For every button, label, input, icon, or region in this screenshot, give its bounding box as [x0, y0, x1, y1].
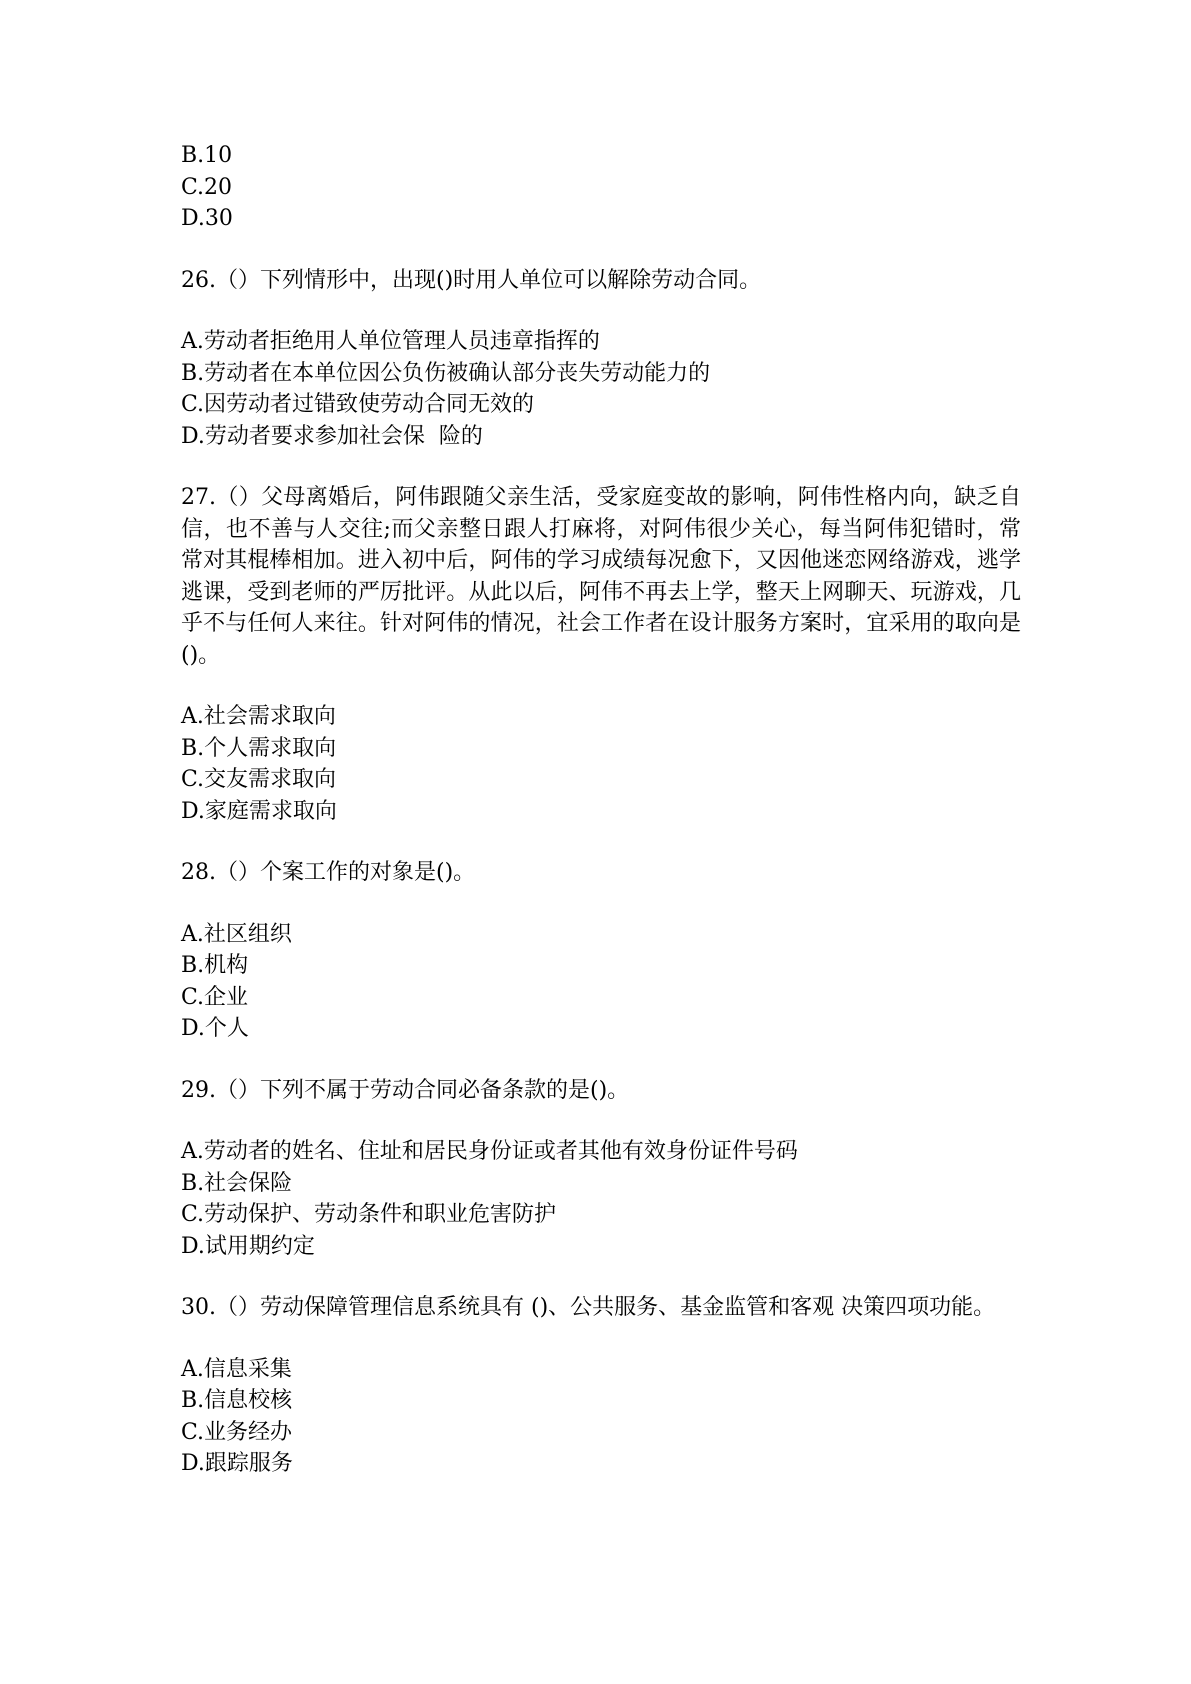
- option-item: D.家庭需求取向: [181, 798, 337, 824]
- option-item: C.因劳动者过错致使劳动合同无效的: [181, 392, 535, 417]
- option-item: A.劳动者的姓名、住址和居民身份证或者其他有效身份证件号码: [181, 1139, 798, 1164]
- question-29: [181, 1075, 1021, 1263]
- option-item: D.30: [181, 206, 233, 231]
- option-item: A.信息采集: [181, 1356, 292, 1382]
- option-item: B.机构: [181, 953, 249, 978]
- option-item: B.个人需求取向: [181, 735, 337, 761]
- option-item: C.企业: [181, 984, 249, 1010]
- option-item: A.社会需求取向: [181, 704, 336, 729]
- question-stem: 30.（）劳动保障管理信息系统具有 ()、公共服务、基金监管和客观 决策四项功能。: [181, 1295, 996, 1320]
- option-item: B.10: [181, 143, 233, 168]
- question-26: [181, 265, 1021, 453]
- option-item: D.劳动者要求参加社会保 险的: [181, 423, 483, 449]
- option-item: A.社区组织: [181, 921, 292, 947]
- option-item: D.试用期约定: [181, 1233, 315, 1259]
- leading-options: [181, 140, 1021, 235]
- question-stem: 26.（）下列情形中，出现()时用人单位可以解除劳动合同。: [181, 267, 762, 293]
- option-item: C.劳动保护、劳动条件和职业危害防护: [181, 1202, 557, 1227]
- question-28: [181, 857, 1021, 1045]
- option-item: B.劳动者在本单位因公负伤被确认部分丧失劳动能力的: [181, 360, 711, 386]
- question-27: [181, 482, 1021, 827]
- document-page: [181, 140, 1021, 1480]
- option-item: D.个人: [181, 1016, 249, 1041]
- question-stem: 29.（）下列不属于劳动合同必备条款的是()。: [181, 1077, 630, 1103]
- option-item: C.交友需求取向: [181, 767, 337, 792]
- option-item: C.20: [181, 174, 233, 200]
- question-stem: 27.（）父母离婚后，阿伟跟随父亲生活，受家庭变故的影响，阿伟性格内向，缺乏自信，也不善与人交往;而父亲整日跟人打麻将，对阿伟很少关心，每当阿伟犯错时，常常对其棍棒相加。进入初中后，阿伟的学习成绩每况愈下，又因他迷恋网络游戏，逃学逃课，受到老师的严厉批评。从此以后，阿伟不再去上学，整天上网聊天、玩游戏，几乎不与任何人来往。针对阿伟的情况，社会工作者在设计服务方案时，宜采用的取向是()。: [181, 485, 1021, 668]
- option-item: B.信息校核: [181, 1388, 293, 1413]
- question-30: [181, 1292, 1021, 1480]
- question-stem: 28.（）个案工作的对象是()。: [181, 860, 476, 885]
- option-item: A.劳动者拒绝用人单位管理人员违章指挥的: [181, 329, 600, 354]
- option-item: D.跟踪服务: [181, 1451, 293, 1476]
- option-item: B.社会保险: [181, 1170, 293, 1196]
- option-item: C.业务经办: [181, 1419, 293, 1445]
